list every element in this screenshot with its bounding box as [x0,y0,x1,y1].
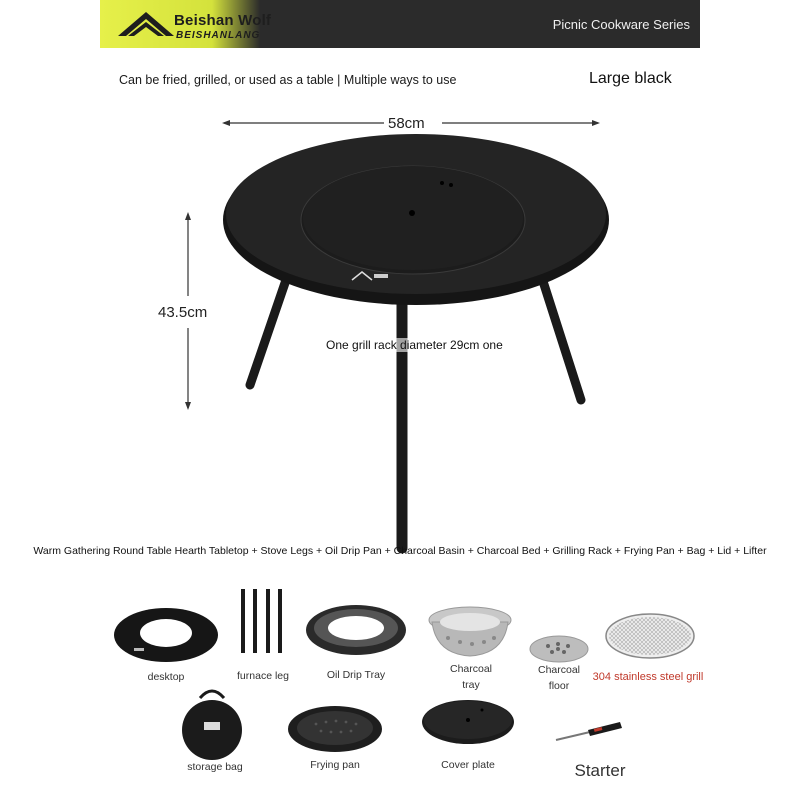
desktop-ring-icon [112,606,220,664]
brand-name: Beishan Wolf [174,12,272,29]
variant-label: Large black [589,70,672,87]
storage-bag-icon [180,684,244,762]
charcoal-basin-icon [426,604,516,662]
part-label-charcoal-floor-1: Charcoal [537,664,581,676]
stainless-grill-icon [604,612,696,660]
part-label-furnace-leg: furnace leg [237,670,289,682]
series-title: Picnic Cookware Series [552,17,690,32]
package-contents: Warm Gathering Round Table Hearth Tabletop + Stove Legs + Oil Drip Pan + Charcoal Basin + Charcoal Bed + Grilling Rack + Frying Pan + Bag + Lid + Lifter [33,545,767,557]
frying-pan-icon [286,704,384,754]
brand-subtitle: BEISHANLANG [176,30,261,41]
grill-diameter-note: One grill rack diameter 29cm one [326,338,503,352]
charcoal-floor-icon [528,634,590,664]
starter-lifter-icon [552,718,626,746]
height-label: 43.5cm [158,304,208,321]
oil-drip-tray-icon [304,602,408,658]
part-label-desktop: desktop [147,671,185,683]
cover-plate-icon [420,698,516,746]
wolf-mountain-logo-icon [116,6,176,42]
part-label-starter: Starter [574,761,626,780]
part-label-charcoal-floor-2: floor [548,680,570,692]
part-label-grill: 304 stainless steel grill [592,671,704,683]
part-label-cover-plate: Cover plate [441,759,495,771]
part-label-frying-pan: Frying pan [310,759,360,771]
tagline: Can be fried, grilled, or used as a table | Multiple ways to use [119,73,457,87]
width-label: 58cm [388,115,425,132]
table-legs [250,275,581,548]
part-label-charcoal-tray-1: Charcoal [449,663,493,675]
furnace-leg-icon [238,587,288,657]
part-label-storage-bag: storage bag [187,761,243,773]
part-label-oil-drip-tray: Oil Drip Tray [326,669,386,681]
part-label-charcoal-tray-2: tray [462,679,480,691]
product-hero-illustration [0,100,800,560]
